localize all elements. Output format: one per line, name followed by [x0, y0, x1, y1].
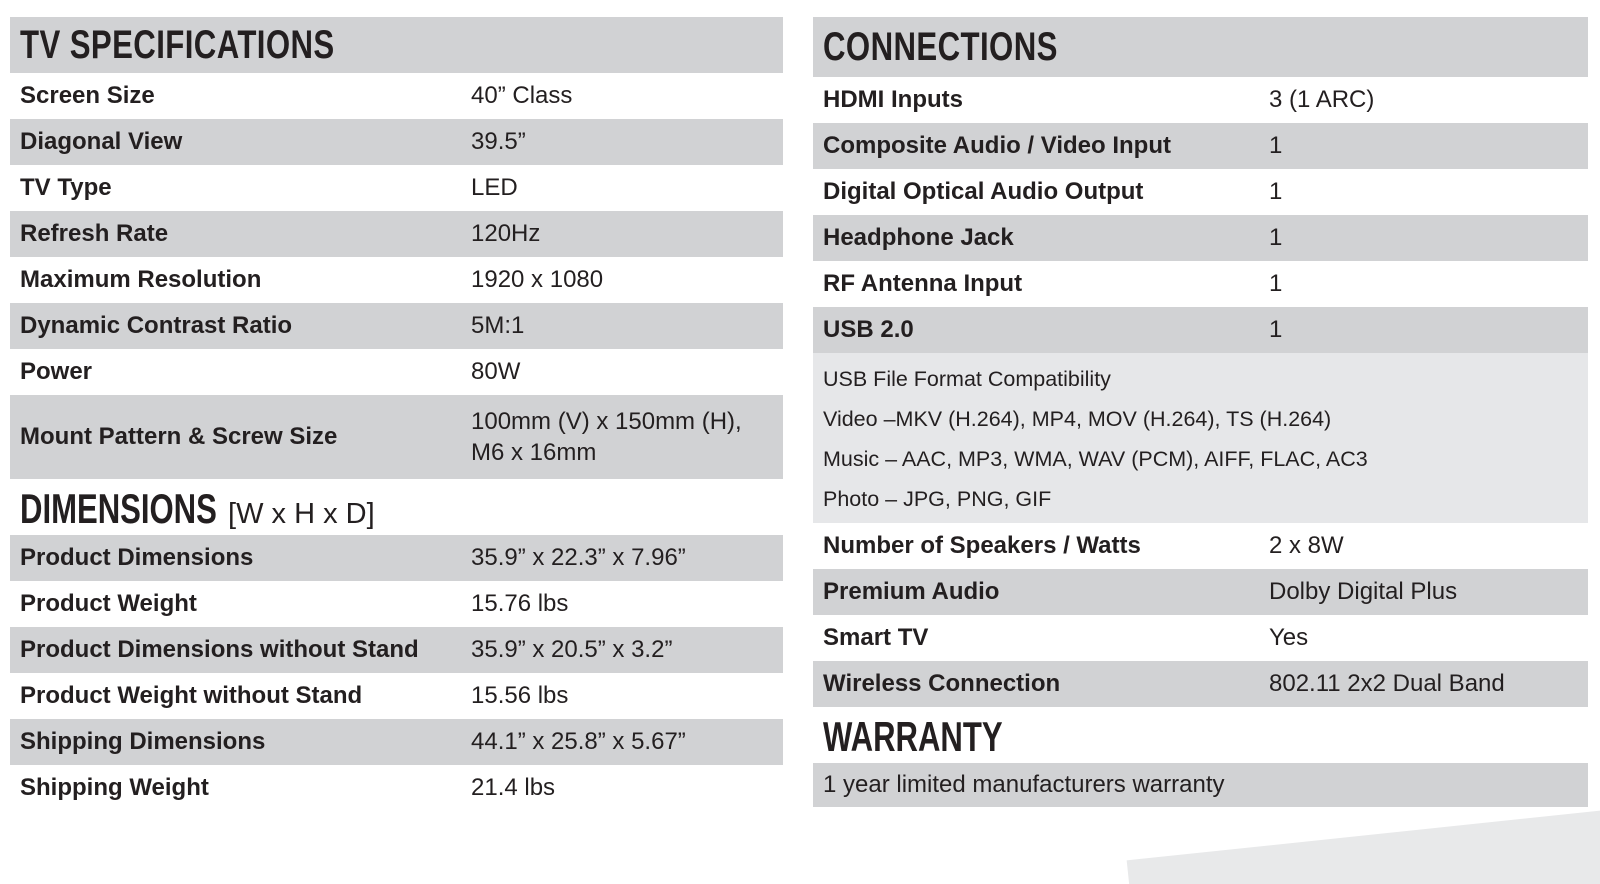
connection-label: Composite Audio / Video Input	[823, 132, 1171, 159]
connection-label: Headphone Jack	[823, 224, 1014, 251]
spec-row	[10, 119, 783, 165]
connection-value: 2 x 8W	[1269, 532, 1344, 559]
dimension-row	[10, 627, 783, 673]
connections-heading: CONNECTIONS	[813, 17, 1588, 77]
connection-row	[813, 307, 1588, 353]
connection-row	[813, 77, 1588, 123]
dimension-row	[10, 535, 783, 581]
dimension-value: 35.9” x 20.5” x 3.2”	[471, 636, 673, 663]
connection-row	[813, 123, 1588, 169]
spec-value: 40” Class	[471, 82, 573, 109]
connection-label: Digital Optical Audio Output	[823, 178, 1144, 205]
connection-label: HDMI Inputs	[823, 86, 963, 113]
spec-label: Maximum Resolution	[20, 266, 262, 293]
left-column	[10, 17, 783, 811]
spec-label: Refresh Rate	[20, 220, 169, 247]
spec-label: Power	[20, 358, 93, 385]
connection-value: 1	[1269, 316, 1283, 343]
connection-row	[813, 215, 1588, 261]
spec-value: 80W	[471, 358, 521, 385]
dimension-value: 35.9” x 22.3” x 7.96”	[471, 544, 686, 571]
spec-label: Diagonal View	[20, 128, 183, 155]
connection-label: USB 2.0	[823, 316, 914, 343]
spec-row	[10, 395, 783, 479]
spec-row	[10, 303, 783, 349]
spec-label: Dynamic Contrast Ratio	[20, 312, 293, 339]
spec-value: LED	[471, 174, 518, 201]
warranty-heading: WARRANTY	[823, 713, 1003, 760]
spec-label: TV Type	[20, 174, 112, 201]
spec-label: Mount Pattern & Screw Size	[20, 423, 338, 450]
connection-label: Number of Speakers / Watts	[823, 532, 1141, 559]
dimension-row	[10, 765, 783, 811]
connection-row	[813, 661, 1588, 707]
dimension-value: 44.1” x 25.8” x 5.67”	[471, 728, 686, 755]
connection-row	[813, 169, 1588, 215]
decorative-swoosh	[1127, 808, 1600, 884]
dimension-row	[10, 673, 783, 719]
spec-row	[10, 165, 783, 211]
spec-value: 100mm (V) x 150mm (H), M6 x 16mm	[471, 408, 742, 466]
connection-value: 802.11 2x2 Dual Band	[1269, 670, 1505, 697]
usb-format-video: Video –MKV (H.264), MP4, MOV (H.264), TS (H.264)	[823, 407, 1332, 431]
spec-row	[10, 349, 783, 395]
dimension-label: Shipping Weight	[20, 774, 209, 801]
usb-format-heading: USB File Format Compatibility	[823, 367, 1111, 391]
spec-row	[10, 257, 783, 303]
dimensions-subtitle: [W x H x D]	[228, 498, 375, 530]
connection-row	[813, 615, 1588, 661]
usb-format-block	[813, 353, 1588, 523]
usb-format-photo: Photo – JPG, PNG, GIF	[823, 487, 1052, 511]
spec-value: 39.5”	[471, 128, 526, 155]
spec-value: 120Hz	[471, 220, 541, 247]
dimensions-heading: DIMENSIONS [W x H x D]	[20, 485, 375, 532]
spec-label: Screen Size	[20, 82, 155, 109]
connection-label: Smart TV	[823, 624, 929, 651]
dimension-value: 21.4 lbs	[471, 774, 556, 801]
dimension-label: Product Dimensions	[20, 544, 254, 571]
connection-label: RF Antenna Input	[823, 270, 1023, 297]
right-column	[813, 17, 1588, 807]
spec-value: 1920 x 1080	[471, 266, 604, 293]
connection-label: Premium Audio	[823, 578, 1000, 605]
connection-row	[813, 261, 1588, 307]
usb-format-music: Music – AAC, MP3, WMA, WAV (PCM), AIFF, FLAC, AC3	[823, 447, 1368, 471]
connection-value: Yes	[1269, 624, 1309, 651]
dimension-label: Product Dimensions without Stand	[20, 636, 419, 663]
warranty-text: 1 year limited manufacturers warranty	[813, 763, 1588, 807]
dimension-row	[10, 581, 783, 627]
connection-value: 3 (1 ARC)	[1269, 86, 1375, 113]
connection-value: 1	[1269, 270, 1283, 297]
dimension-value: 15.56 lbs	[471, 682, 569, 709]
dimension-row	[10, 719, 783, 765]
connection-row	[813, 523, 1588, 569]
dimension-label: Shipping Dimensions	[20, 728, 266, 755]
dimension-value: 15.76 lbs	[471, 590, 569, 617]
connection-value: Dolby Digital Plus	[1269, 578, 1458, 605]
connection-value: 1	[1269, 132, 1283, 159]
spec-row	[10, 211, 783, 257]
connection-label: Wireless Connection	[823, 670, 1061, 697]
dimension-label: Product Weight	[20, 590, 197, 617]
spec-value: 5M:1	[471, 312, 525, 339]
tv-specs-heading: TV SPECIFICATIONS	[10, 17, 783, 73]
spec-row	[10, 73, 783, 119]
connection-row	[813, 569, 1588, 615]
connection-value: 1	[1269, 178, 1283, 205]
connection-value: 1	[1269, 224, 1283, 251]
dimension-label: Product Weight without Stand	[20, 682, 363, 709]
